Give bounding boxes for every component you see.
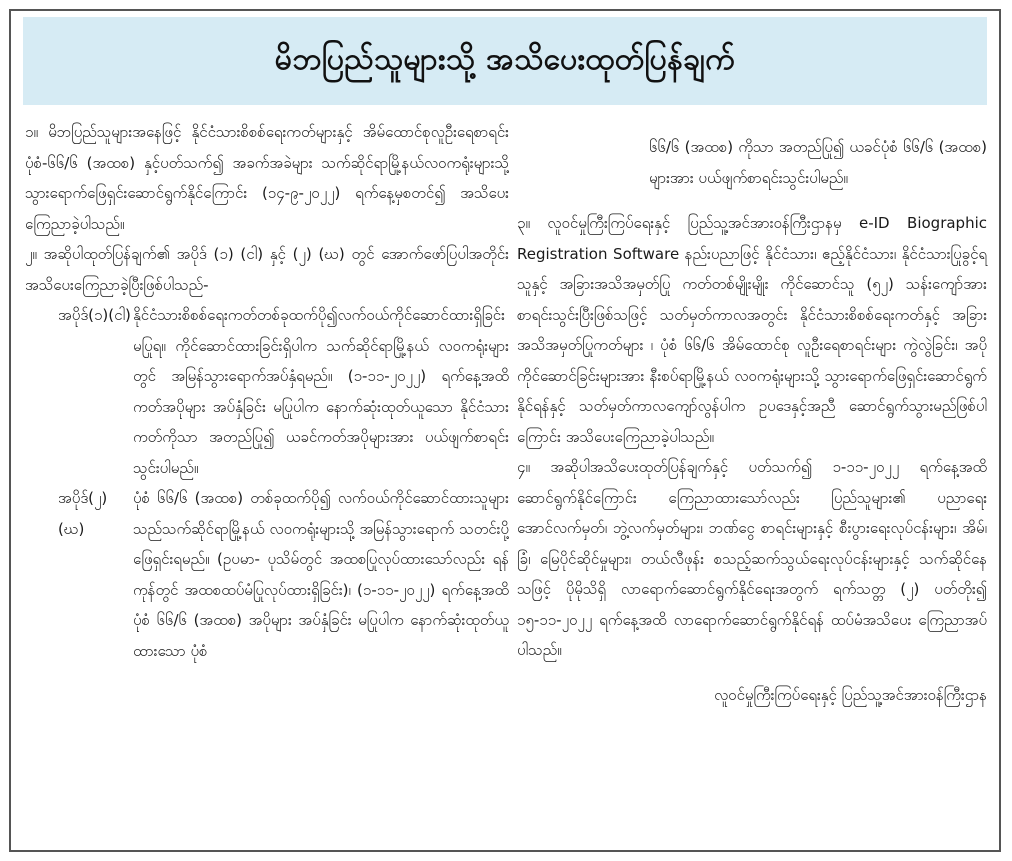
paragraph-1: ၁။ မိဘပြည်သူများအနေဖြင့် နိုင်ငံသားစိစစ်ရေးကတ်များနှင့် အိမ်ထောင်စုလူဦးရေစာရင်းပုံစံ-၆၆/၆ (အထစ) နှင့်ပတ်သက်၍ အခက်အခဲများ သက်ဆိုင်ရာမြို့နယ်လဝကရုံးများသို့ သွားရောက်ဖြေရှင်းဆောင်ရွက်နိုင်ကြောင်း (၁၄-၉-၂၀၂၂) ရက်နေ့မှစတင်၍ အသိပေးကြေညာခဲ့ပါသည်။	[25, 123, 509, 233]
announcement-frame	[9, 9, 1001, 852]
paragraph-2: ၂။ အဆိုပါထုတ်ပြန်ချက်၏ အပိုဒ် (၁) (ငါ) နှင့် (၂) (ဃ) တွင် အောက်ဖော်ပြပါအတိုင်း အသိပေးကြေညာခဲ့ပြီးဖြစ်ပါသည်-	[25, 245, 509, 294]
paragraph-3: ၃။ လူဝင်မှုကြီးကြပ်ရေးနှင့် ပြည်သူ့အင်အားဝန်ကြီးဌာနမှ e-ID Biographic Registration Software နည်းပညာဖြင့် နိုင်ငံသား၊ ဧည့်နိုင်ငံသား၊ နိုင်ငံသားပြုခွင့်ရသူနှင့် အခြားအသိအမှတ်ပြု ကတ်တစ်မျိုးမျိုး ကိုင်ဆောင်သူ (၅၂) သန်းကျော်အား စာရင်းသွင်းပြီးဖြစ်သဖြင့် သတ်မှတ်ကာလအတွင်း နိုင်ငံသားစိစစ်ရေးကတ်နှင့် အခြားအသိအမှတ်ပြုကတ်များ ၊ ပုံစံ ၆၆/၆ အိမ်ထောင်စု လူဦးရေစာရင်းများ ကွဲလွဲခြင်း၊ အပိုကိုင်ဆောင်ခြင်းများအား နီးစပ်ရာမြို့နယ် လဝကရုံးများသို့ သွားရောက်ဖြေရှင်းဆောင်ရွက်နိုင်ရန်နှင့် သတ်မှတ်ကာလကျော်လွန်ပါက ဥပဒေနှင့်အညီ ဆောင်ရွက်သွားမည်ဖြစ်ပါကြောင်း အသိပေးကြေညာခဲ့ပါသည်။	[517, 214, 987, 446]
right-column	[517, 117, 987, 725]
announcement-title: မိဘပြည်သူများသို့ အသိပေးထုတ်ပြန်ချက်	[274, 41, 736, 77]
clause-2-d-label: အပိုဒ်(၂)(ဃ)	[58, 489, 108, 538]
clause-2-d-continued: ၆၆/၆ (အထစ) ကိုသာ အတည်ပြု၍ ယခင်ပုံစံ ၆၆/၆ (အထစ) များအား ပယ်ဖျက်စာရင်းသွင်းပါမည်။	[649, 138, 987, 187]
title-banner	[23, 17, 987, 105]
clause-1-c-label: အပိုဒ်(၁)(ငါ)	[58, 306, 131, 324]
clause-2-d	[25, 483, 509, 666]
paragraph-4: ၄။ အဆိုပါအသိပေးထုတ်ပြန်ချက်နှင့် ပတ်သက်၍ ၁-၁၁-၂၀၂၂ ရက်နေ့အထိ ဆောင်ရွက်နိုင်ကြောင်း ကြေညာထားသော်လည်း ပြည်သူများ၏ ပညာရေးအောင်လက်မှတ်၊ ဘွဲ့လက်မှတ်များ၊ ဘဏ်ငွေ စာရင်းများနှင့် စီးပွားရေးလုပ်ငန်းများ၊ အိမ်၊ ခြံ၊ မြေပိုင်ဆိုင်မှုများ၊ တယ်လီဖုန်း စသည့်ဆက်သွယ်ရေးလုပ်ငန်းများနှင့် သက်ဆိုင်နေသဖြင့် ပိုမိုသိရှိ လာရောက်ဆောင်ရွက်နိုင်ရေးအတွက် ရက်သတ္တ (၂) ပတ်တိုး၍ ၁၅-၁၁-၂၀၂၂ ရက်နေ့အထိ လာရောက်ဆောင်ရွက်နိုင်ရန် ထပ်မံအသိပေး ကြေညာအပ်ပါသည်။	[517, 458, 987, 659]
left-column	[25, 117, 509, 666]
clause-2-d-text: ပုံစံ ၆၆/၆ (အထစ) တစ်ခုထက်ပို၍ လက်ဝယ်ကိုင်ဆောင်ထားသူများသည်သက်ဆိုင်ရာမြို့နယ် လဝကရုံးများသို့ အမြန်သွားရောက် သတင်းပို့ဖြေရှင်းရမည်။ (ဥပမာ- ပုသိမ်တွင် အထစပြုလုပ်ထားသော်လည်း ရန်ကုန်တွင် အထစထပ်မံပြုလုပ်ထားရှိခြင်း)၊ (၁-၁၁-၂၀၂၂) ရက်နေ့အထိ ပုံစံ ၆၆/၆ (အထစ) အပိုများ အပ်နှံခြင်း မပြုပါက နောက်ဆုံးထုတ်ယူထားသော ပုံစံ	[133, 489, 509, 660]
issuing-ministry-signature: လူဝင်မှုကြီးကြပ်ရေးနှင့် ပြည်သူ့အင်အားဝန်ကြီးဌာန	[714, 685, 987, 704]
clause-1-c	[25, 300, 509, 483]
clause-1-c-text: နိုင်ငံသားစိစစ်ရေးကတ်တစ်ခုထက်ပို၍လက်ဝယ်ကိုင်ဆောင်ထားရှိခြင်း မပြုရ။ ကိုင်ဆောင်ထားခြင်းရှိပါက သက်ဆိုင်ရာမြို့နယ် လဝကရုံးများတွင် အမြန်သွားရောက်အပ်နှံရမည်။ (၁-၁၁-၂၀၂၂) ရက်နေ့အထိ ကတ်အပိုများ အပ်နှံခြင်း မပြုပါက နောက်ဆုံးထုတ်ယူသော နိုင်ငံသားကတ်ကိုသာ အတည်ပြု၍ ယခင်ကတ်အပိုများအား ပယ်ဖျက်စာရင်းသွင်းပါမည်။	[133, 306, 509, 477]
